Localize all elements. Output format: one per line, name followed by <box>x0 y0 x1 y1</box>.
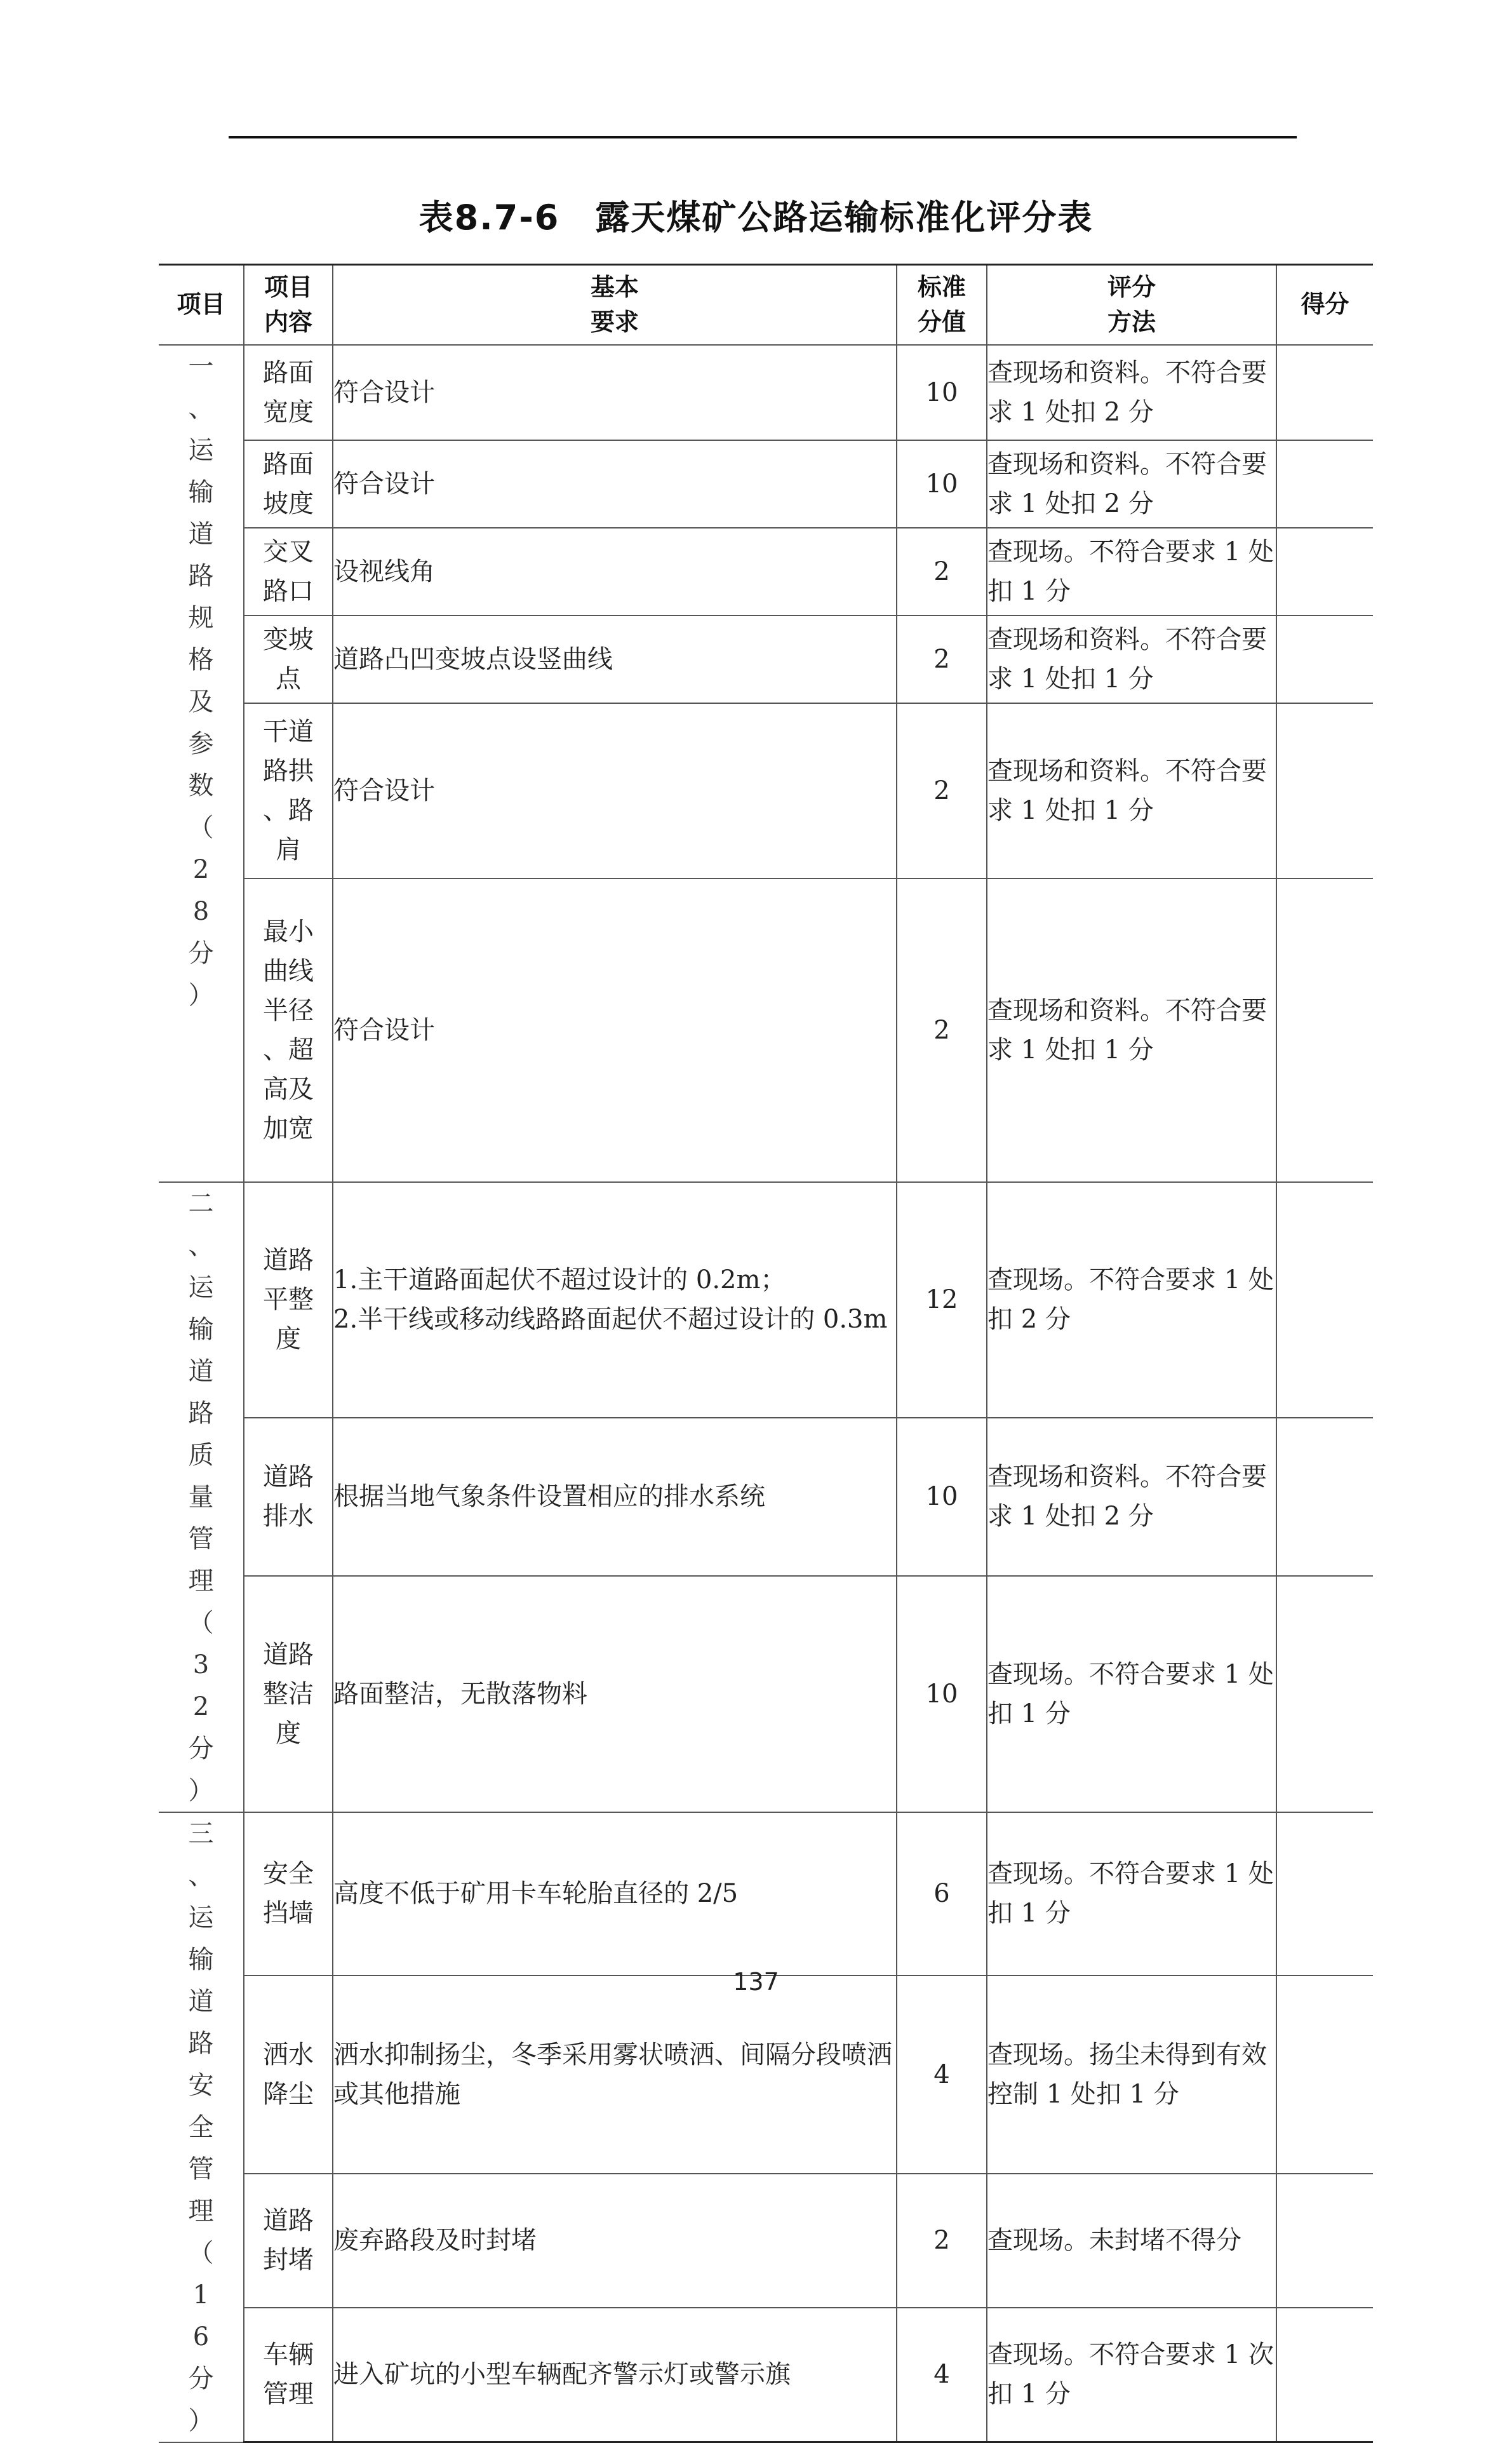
table-body <box>159 345 1373 2442</box>
score-cell <box>1276 1418 1373 1576</box>
scoring-method-cell: 查现场和资料。不符合要求 1 处扣 2 分 <box>987 1418 1276 1576</box>
table-row <box>159 1812 1373 1976</box>
scoring-method-cell: 查现场。不符合要求 1 处扣 1 分 <box>987 1576 1276 1812</box>
standard-score-cell: 2 <box>897 2174 987 2308</box>
table-row <box>159 1182 1373 1418</box>
item-content-cell: 洒水 降尘 <box>244 1975 333 2173</box>
score-cell <box>1276 1182 1373 1418</box>
scoring-method-cell: 查现场和资料。不符合要求 1 处扣 1 分 <box>987 703 1276 878</box>
standard-score-cell: 2 <box>897 616 987 703</box>
standard-score-cell: 2 <box>897 528 987 616</box>
item-content-cell: 路面 宽度 <box>244 345 333 440</box>
section-label: 三 、 运 输 道 路 安 全 管 理 （ 1 6 分 ） <box>159 1812 244 2442</box>
requirement-cell: 道路凸凹变坡点设竖曲线 <box>333 616 897 703</box>
item-content-cell: 道路 整洁 度 <box>244 1576 333 1812</box>
standard-score-cell: 10 <box>897 345 987 440</box>
requirement-cell: 符合设计 <box>333 440 897 528</box>
header-score: 得分 <box>1276 265 1373 345</box>
table-row <box>159 878 1373 1182</box>
table-row <box>159 2174 1373 2308</box>
score-cell <box>1276 616 1373 703</box>
table-row <box>159 1975 1373 2173</box>
table-row <box>159 1418 1373 1576</box>
requirement-cell: 1.主干道路面起伏不超过设计的 0.2m； 2.半干线或移动线路路面起伏不超过设计的 0.3m <box>333 1182 897 1418</box>
requirement-cell: 进入矿坑的小型车辆配齐警示灯或警示旗 <box>333 2308 897 2442</box>
section-label: 一 、 运 输 道 路 规 格 及 参 数 （ 2 8 分 ） <box>159 345 244 1182</box>
requirement-cell: 符合设计 <box>333 878 897 1182</box>
requirement-cell: 路面整洁，无散落物料 <box>333 1576 897 1812</box>
standard-score-cell: 4 <box>897 2308 987 2442</box>
requirement-cell: 符合设计 <box>333 703 897 878</box>
scoring-method-cell: 查现场。扬尘未得到有效控制 1 处扣 1 分 <box>987 1975 1276 2173</box>
scoring-method-cell: 查现场和资料。不符合要求 1 处扣 1 分 <box>987 616 1276 703</box>
item-content-cell: 变坡 点 <box>244 616 333 703</box>
table-row <box>159 528 1373 616</box>
scoring-table <box>159 264 1373 2443</box>
header-rule <box>229 136 1297 138</box>
standard-score-cell: 2 <box>897 878 987 1182</box>
score-cell <box>1276 1975 1373 2173</box>
item-content-cell: 最小 曲线 半径 、超 高及 加宽 <box>244 878 333 1182</box>
scoring-method-cell: 查现场。未封堵不得分 <box>987 2174 1276 2308</box>
header-project-content: 项目 内容 <box>244 265 333 345</box>
score-cell <box>1276 2174 1373 2308</box>
requirement-cell: 废弃路段及时封堵 <box>333 2174 897 2308</box>
standard-score-cell: 10 <box>897 1576 987 1812</box>
item-content-cell: 路面 坡度 <box>244 440 333 528</box>
score-cell <box>1276 878 1373 1182</box>
page-number: 137 <box>733 1968 779 1996</box>
scoring-method-cell: 查现场。不符合要求 1 处扣 2 分 <box>987 1182 1276 1418</box>
table-row <box>159 2308 1373 2442</box>
item-content-cell: 道路 封堵 <box>244 2174 333 2308</box>
score-cell <box>1276 1576 1373 1812</box>
score-cell <box>1276 1812 1373 1976</box>
requirement-cell: 高度不低于矿用卡车轮胎直径的 2/5 <box>333 1812 897 1976</box>
table-header-row <box>159 265 1373 345</box>
item-content-cell: 道路 平整 度 <box>244 1182 333 1418</box>
table-row <box>159 616 1373 703</box>
section-label: 二 、 运 输 道 路 质 量 管 理 （ 3 2 分 ） <box>159 1182 244 1812</box>
standard-score-cell: 6 <box>897 1812 987 1976</box>
scoring-method-cell: 查现场。不符合要求 1 处扣 1 分 <box>987 528 1276 616</box>
score-cell <box>1276 528 1373 616</box>
scoring-method-cell: 查现场和资料。不符合要求 1 处扣 2 分 <box>987 440 1276 528</box>
standard-score-cell: 4 <box>897 1975 987 2173</box>
table-row <box>159 345 1373 440</box>
header-scoring-method: 评分 方法 <box>987 265 1276 345</box>
table-row <box>159 1576 1373 1812</box>
requirement-cell: 洒水抑制扬尘，冬季采用雾状喷洒、间隔分段喷洒或其他措施 <box>333 1975 897 2173</box>
standard-score-cell: 10 <box>897 1418 987 1576</box>
scoring-method-cell: 查现场。不符合要求 1 处扣 1 分 <box>987 1812 1276 1976</box>
item-content-cell: 安全 挡墙 <box>244 1812 333 1976</box>
item-content-cell: 车辆 管理 <box>244 2308 333 2442</box>
scoring-method-cell: 查现场和资料。不符合要求 1 处扣 1 分 <box>987 878 1276 1182</box>
requirement-cell: 根据当地气象条件设置相应的排水系统 <box>333 1418 897 1576</box>
table-row <box>159 440 1373 528</box>
item-content-cell: 道路 排水 <box>244 1418 333 1576</box>
scoring-method-cell: 查现场和资料。不符合要求 1 处扣 2 分 <box>987 345 1276 440</box>
score-cell <box>1276 345 1373 440</box>
requirement-cell: 设视线角 <box>333 528 897 616</box>
score-cell <box>1276 440 1373 528</box>
standard-score-cell: 2 <box>897 703 987 878</box>
scoring-method-cell: 查现场。不符合要求 1 次扣 1 分 <box>987 2308 1276 2442</box>
score-cell <box>1276 703 1373 878</box>
standard-score-cell: 10 <box>897 440 987 528</box>
header-project: 项目 <box>159 265 244 345</box>
standard-score-cell: 12 <box>897 1182 987 1418</box>
item-content-cell: 交叉 路口 <box>244 528 333 616</box>
requirement-cell: 符合设计 <box>333 345 897 440</box>
table-row <box>159 703 1373 878</box>
header-basic-requirement: 基本 要求 <box>333 265 897 345</box>
header-standard-score: 标准 分值 <box>897 265 987 345</box>
score-cell <box>1276 2308 1373 2442</box>
page-title: 表8.7-6 露天煤矿公路运输标准化评分表 <box>418 198 1094 238</box>
item-content-cell: 干道 路拱 、路 肩 <box>244 703 333 878</box>
